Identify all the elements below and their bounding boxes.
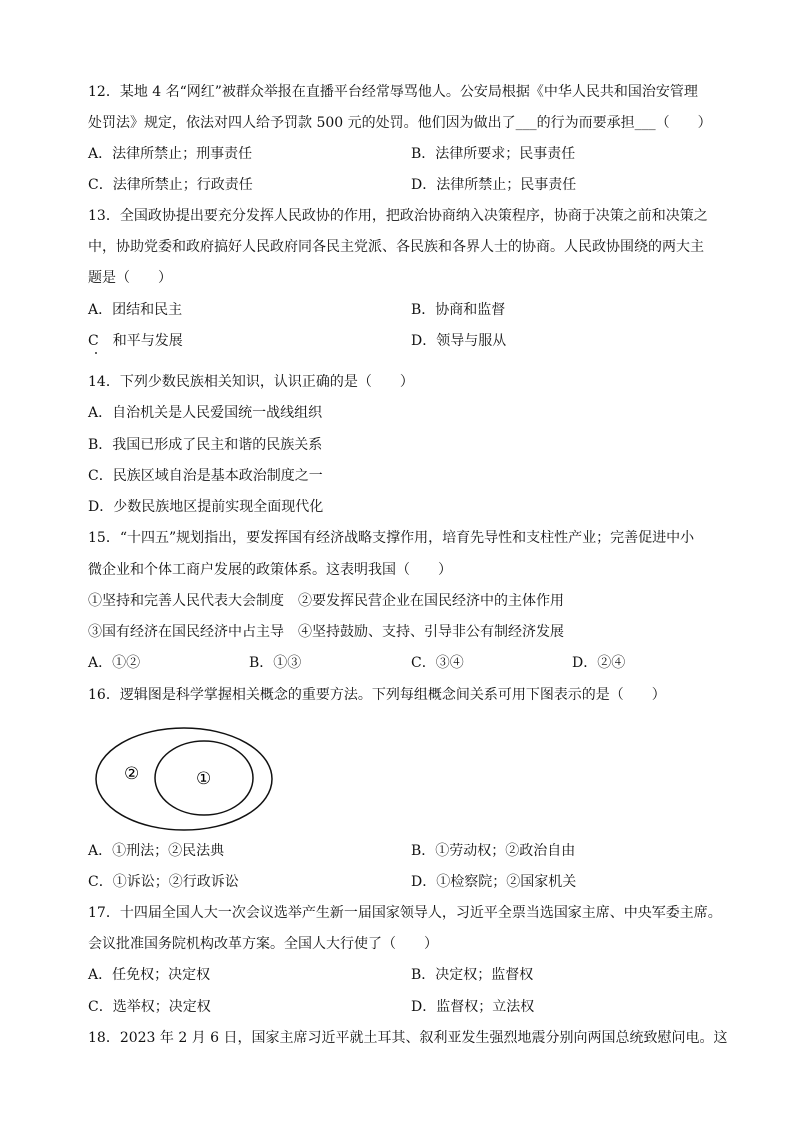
- q12-option-c: C．法律所禁止；行政责任: [88, 177, 253, 193]
- q15-option-b: B．①③: [249, 655, 302, 671]
- q13-stem-line3: 题是（ ）: [88, 270, 172, 286]
- q13-stem-line2: 中，协助党委和政府搞好人民政府同各民主党派、各民族和各界人士的协商。人民政协围绕的两大主: [88, 239, 704, 255]
- q13-option-c: C 和平与发展: [88, 333, 183, 349]
- outer-ellipse: [96, 728, 272, 830]
- q15-stem-line1: 15．“十四五”规划指出，要发挥国有经济战略支撑作用，培育先导性和支柱性产业；完善促进中小: [88, 530, 695, 546]
- q12-option-d: D．法律所禁止；民事责任: [411, 177, 577, 193]
- q12-stem-line2: 处罚法》规定，依法对四人给予罚款 500 元的处罚。他们因为做出了___的行为而要承担___（ ）: [88, 115, 712, 131]
- q15-option-d: D．②④: [572, 655, 626, 671]
- stray-dot: [95, 352, 97, 354]
- q16-option-b: B．①劳动权；②政治自由: [411, 843, 576, 859]
- q16-stem-line1: 16．逻辑图是科学掌握相关概念的重要方法。下列每组概念间关系可用下图表示的是（ ）: [88, 687, 666, 703]
- q12-option-b: B．法律所要求；民事责任: [411, 146, 576, 162]
- q15-option-a: A．①②: [88, 655, 141, 671]
- q14-stem-line1: 14．下列少数民族相关知识，认识正确的是（ ）: [88, 374, 414, 390]
- inner-label: ①: [196, 769, 212, 789]
- venn-diagram: [88, 725, 288, 835]
- q13-option-b: B．协商和监督: [411, 302, 506, 318]
- q16-option-c: C．①诉讼；②行政诉讼: [88, 874, 239, 890]
- q15-stem-line2: 微企业和个体工商户发展的政策体系。这表明我国（ ）: [88, 562, 452, 578]
- q14-option-d: D．少数民族地区提前实现全面现代化: [88, 499, 324, 515]
- q14-option-a: A．自治机关是人民爱国统一战线组织: [88, 405, 323, 421]
- q17-option-c: C．选举权；决定权: [88, 999, 211, 1015]
- q17-option-b: B．决定权；监督权: [411, 967, 534, 983]
- q15-option-c: C．③④: [411, 655, 464, 671]
- q13-stem-line1: 13．全国政协提出要充分发挥人民政协的作用，把政治协商纳入决策程序，协商于决策之前和决策之: [88, 208, 708, 224]
- outer-label: ②: [124, 764, 140, 784]
- q12-stem-line1: 12．某地 4 名“网红”被群众举报在直播平台经常辱骂他人。公安局根据《中华人民共和国治安管理: [88, 84, 698, 100]
- q18-stem-line1: 18．2023 年 2 月 6 日，国家主席习近平就土耳其、叙利亚发生强烈地震分别向两国总统致慰问电。这: [88, 1030, 728, 1046]
- q17-stem-line2: 会议批准国务院机构改革方案。全国人大行使了（ ）: [88, 936, 438, 952]
- q13-option-d: D．领导与服从: [411, 333, 507, 349]
- q17-stem-line1: 17．十四届全国人大一次会议选举产生新一届国家领导人，习近平全票当选国家主席、中央军委主席。: [88, 905, 722, 921]
- q13-option-a: A．团结和民主: [88, 302, 183, 318]
- q15-statements-1-2: ①坚持和完善人民代表大会制度 ②要发挥民营企业在国民经济中的主体作用: [88, 593, 564, 609]
- q12-option-a: A．法律所禁止；刑事责任: [88, 146, 253, 162]
- q15-statements-3-4: ③国有经济在国民经济中占主导 ④坚持鼓励、支持、引导非公有制经济发展: [88, 624, 564, 640]
- q17-option-d: D．监督权；立法权: [411, 999, 535, 1015]
- q14-option-c: C．民族区域自治是基本政治制度之一: [88, 468, 323, 484]
- q14-option-b: B．我国已形成了民主和谐的民族关系: [88, 437, 323, 453]
- q17-option-a: A．任免权；决定权: [88, 967, 211, 983]
- q16-option-d: D．①检察院；②国家机关: [411, 874, 577, 890]
- q16-option-a: A．①刑法；②民法典: [88, 843, 225, 859]
